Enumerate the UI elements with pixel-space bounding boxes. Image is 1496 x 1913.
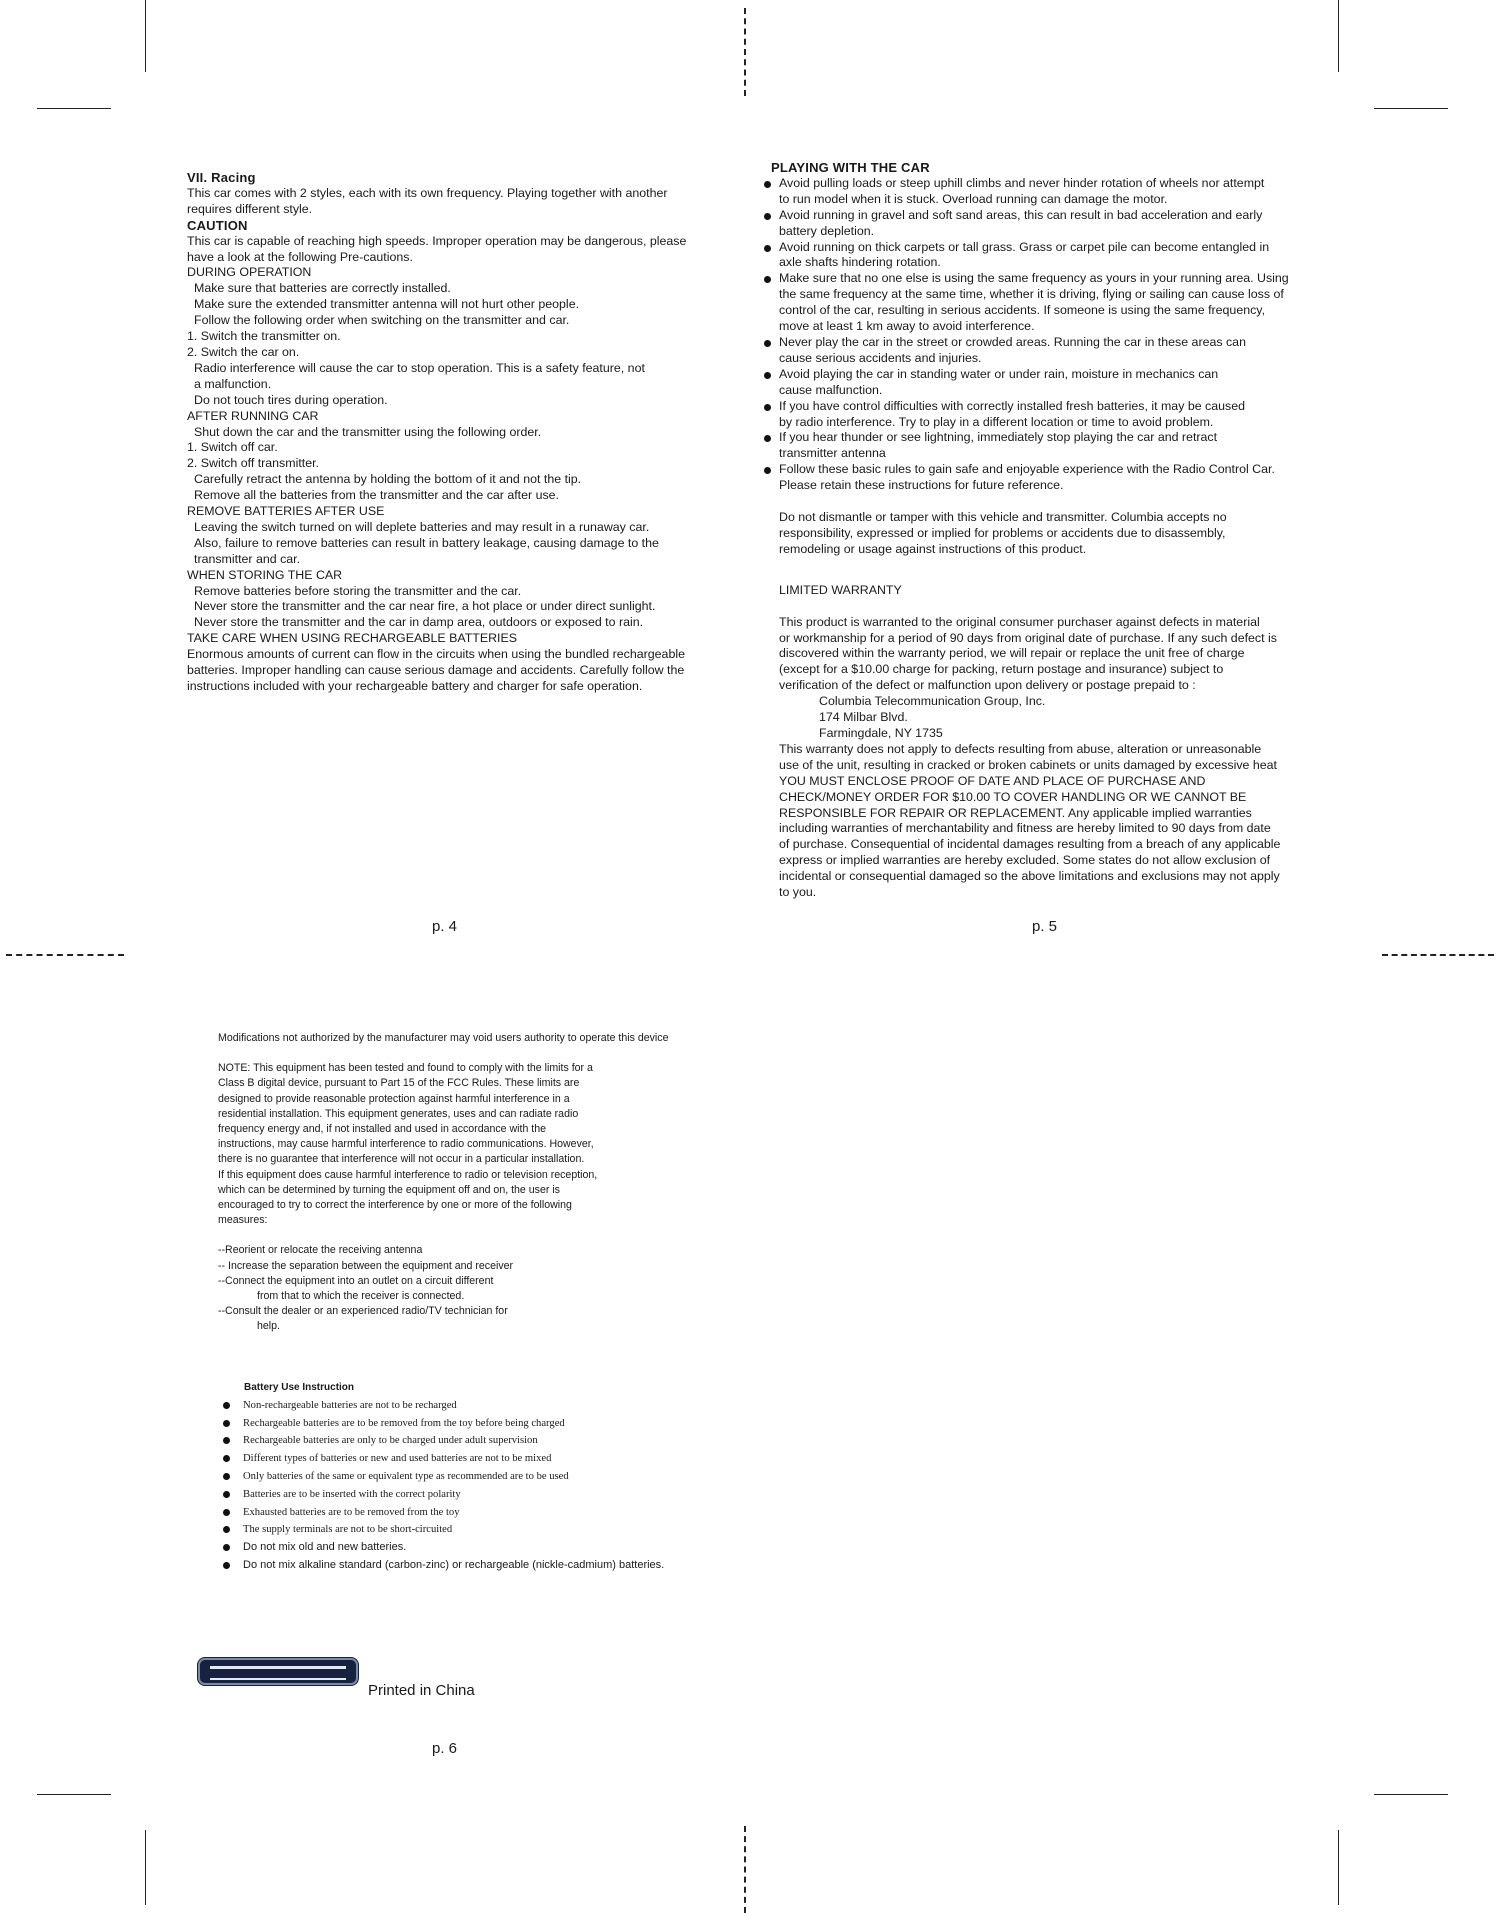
modifications-text: Modifications not authorized by the manufacturer may void users authority to operate this device (218, 1032, 669, 1044)
storing-text: Remove batteries before storing the transmitter and the car. Never store the transmitter and the car near fire, a hot place or under direct sunlight. Never store the transmitter and the car in damp area, outdoors or exposed to rain. (194, 583, 656, 630)
fold-mark (744, 1826, 746, 1913)
warranty-heading: LIMITED WARRANTY (779, 582, 902, 597)
during-operation-heading: DURING OPERATION (187, 265, 312, 280)
list-item: Different types of batteries or new and used batteries are not to be mixed (220, 1450, 780, 1468)
list-item: Avoid pulling loads or steep uphill climbs and never hinder rotation of wheels nor attempt to run model when it is stuck. Overload running can damage the motor. (762, 176, 1322, 208)
page-number: p. 5 (1032, 918, 1058, 935)
caution-heading: CAUTION (187, 217, 248, 233)
list-item: Do not mix alkaline standard (carbon-zinc) or rechargeable (nickle-cadmium) batteries. (220, 1557, 780, 1575)
crop-mark (1374, 108, 1448, 109)
list-item: Batteries are to be inserted with the correct polarity (220, 1486, 780, 1504)
remove-batteries-text: Leaving the switch turned on will deplete batteries and may result in a runaway car. Also, failure to remove batteries can result in battery leakage, causing damage to the transmitter and car. (194, 519, 659, 566)
playing-heading: PLAYING WITH THE CAR (771, 160, 930, 175)
warranty-text: This product is warranted to the original consumer purchaser against defects in material or workmanship for a period of 90 days from original date of purchase. If any such defect is discovered within the warranty period, we will repair or replace the unit free of charge (except for a $10.00 charge for packing, return postage and insurance) subject to verification of the defect or malfunction upon delivery or postage prepaid to : Columbia Telecommunication Group, Inc. 174 Milbar Blvd. Farmingdale, NY 1735 This warranty does not apply to defects resulting from abuse, alteration or unreasonable use of the unit, resulting in cracked or broken cabinets or units damaged by excessive heat YOU MUST ENCLOSE PROOF OF DATE AND PLACE OF PURCHASE AND CHECK/MONEY ORDER FOR $10.00 TO COVER HANDLING OR WE CANNOT BE RESPONSIBLE FOR REPAIR OR REPLACEMENT. Any applicable implied warranties including warranties of merchantability and fitness are hereby limited to 90 days from date of purchase. Consequential of incidental damages resulting from a breach of any applicable express or implied warranties are hereby excluded. Some states do not allow exclusion of incidental or consequential damaged so the above limitations and exclusions may not apply to you. (762, 615, 1322, 901)
storing-heading: WHEN STORING THE CAR (187, 567, 343, 582)
list-item: Do not mix old and new batteries. (220, 1539, 780, 1557)
after-running-text: Shut down the car and the transmitter using the following order. 1. Switch off car. 2. Switch off transmitter. Carefully retract the antenna by holding the bottom of it and not the tip. Remove all the batteries from the transmitter and the car after use. (187, 424, 582, 503)
spider-man-logo (198, 1658, 358, 1685)
fcc-notice (218, 1031, 758, 1335)
rechargeable-text: Enormous amounts of current can flow in the circuits when using the bundled rechargeable batteries. Improper handling can cause serious damage and accidents. Carefully follow the instructions included with your rechargeable battery and charger for safe operation. (187, 647, 685, 693)
crop-mark (37, 1794, 111, 1795)
list-item: Avoid playing the car in standing water or under rain, moisture in mechanics can cause malfunction. (762, 367, 1322, 399)
battery-instructions (220, 1379, 780, 1575)
list-item: Only batteries of the same or equivalent type as recommended are to be used (220, 1468, 780, 1486)
during-operation-text: Make sure that batteries are correctly installed. Make sure the extended transmitter antenna will not hurt other people. Follow the following order when switching on the transmitter and car. 1. Switch the transmitter on. 2. Switch the car on. Radio interference will cause the car to stop operation. This is a safety feature, not a malfunction. Do not touch tires during operation. (187, 281, 645, 407)
crop-mark (145, 0, 146, 72)
battery-heading: Battery Use Instruction (244, 1382, 355, 1393)
printed-in-china: Printed in China (368, 1682, 475, 1699)
page-number: p. 6 (432, 1740, 458, 1757)
rechargeable-heading: TAKE CARE WHEN USING RECHARGEABLE BATTERIES (187, 631, 518, 646)
fold-mark (744, 8, 746, 96)
list-item: If you have control difficulties with correctly installed fresh batteries, it may be caused by radio interference. Try to play in a different location or time to avoid problem. (762, 399, 1322, 431)
list-item: If you hear thunder or see lightning, immediately stop playing the car and retract transmitter antenna (762, 430, 1322, 462)
dismantle-text: Do not dismantle or tamper with this vehicle and transmitter. Columbia accepts no responsibility, expressed or implied for problems or accidents due to disassembly, remodeling or usage against instructions of this product. (779, 510, 1227, 556)
list-item: Avoid running on thick carpets or tall grass. Grass or carpet pile can become entangled in axle shafts hindering rotation. (762, 240, 1322, 272)
crop-mark (145, 1830, 146, 1905)
page-4 (187, 170, 727, 695)
playing-list (762, 176, 1322, 494)
crop-mark (1338, 1830, 1339, 1905)
list-item: Make sure that no one else is using the same frequency as yours in your running area. Using the same frequency at the same time, whether it is driving, flying or sailing can cause loss of control of the car, resulting in serious accidents. If someone is using the same frequency, move at least 1 km away to avoid interference. (762, 271, 1322, 335)
crop-mark (1374, 1794, 1448, 1795)
page-5 (762, 160, 1322, 901)
list-item: The supply terminals are not to be short-circuited (220, 1521, 780, 1539)
list-item: Avoid running in gravel and soft sand areas, this can result in bad acceleration and early battery depletion. (762, 208, 1322, 240)
list-item: Exhausted batteries are to be removed from the toy (220, 1504, 780, 1522)
fold-mark (6, 954, 124, 956)
remove-batteries-heading: REMOVE BATTERIES AFTER USE (187, 504, 385, 519)
after-running-heading: AFTER RUNNING CAR (187, 408, 319, 423)
caution-text: This car is capable of reaching high speeds. Improper operation may be dangerous, please have a look at the following Pre-cautions. (187, 233, 687, 264)
racing-heading: VII. Racing (187, 170, 256, 185)
list-item: Rechargeable batteries are to be removed from the toy before being charged (220, 1415, 780, 1433)
measures-list: --Reorient or relocate the receiving antenna -- Increase the separation between the equipment and receiver --Connect the equipment into an outlet on a circuit different from that to which the receiver is connected. --Consult the dealer or an experienced radio/TV technician for help. (218, 1244, 514, 1333)
note-text: NOTE: This equipment has been tested and found to comply with the limits for a Class B digital device, pursuant to Part 15 of the FCC Rules. These limits are designed to provide reasonable protection against harmful interference in a residential installation. This equipment generates, uses and can radiate radio frequency energy and, if not installed and used in accordance with the instructions, may cause harmful interference to radio communications. However, there is no guarantee that interference will not occur in a particular installation. If this equipment does cause harmful interference to radio or television reception, which can be determined by turning the equipment off and on, the user is encouraged to try to correct the interference by one or more of the following measures: (218, 1062, 598, 1227)
racing-text: This car comes with 2 styles, each with its own frequency. Playing together with another requires different style. (187, 185, 668, 216)
list-item: Never play the car in the street or crowded areas. Running the car in these areas can cause serious accidents and injuries. (762, 335, 1322, 367)
crop-mark (37, 108, 111, 109)
page-number: p. 4 (432, 918, 458, 935)
fold-mark (1382, 954, 1494, 956)
crop-mark (1338, 0, 1339, 72)
list-item: Follow these basic rules to gain safe and enjoyable experience with the Radio Control Car. Please retain these instructions for future reference. (762, 462, 1322, 494)
address: Columbia Telecommunication Group, Inc. 174 Milbar Blvd. Farmingdale, NY 1735 (819, 694, 1046, 740)
list-item: Non-rechargeable batteries are not to be recharged (220, 1397, 780, 1415)
list-item: Rechargeable batteries are only to be charged under adult supervision (220, 1432, 780, 1450)
